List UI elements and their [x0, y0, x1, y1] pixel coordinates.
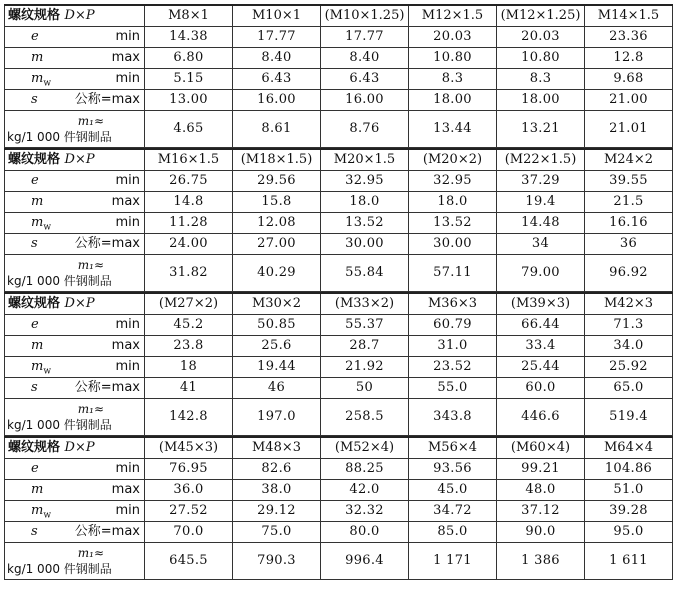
dimension-label-s: [5, 522, 145, 543]
dimension-value: 18: [145, 357, 233, 378]
dimension-value: 15.8: [233, 192, 321, 213]
dimension-condition: min: [115, 29, 140, 44]
thread-spec-label-var: D×P: [64, 152, 95, 167]
mass-value: 4.65: [145, 111, 233, 148]
dimension-value: 34.72: [409, 501, 497, 522]
dimension-row-m: [5, 336, 673, 357]
dimension-symbol-text: e: [31, 29, 39, 44]
dimension-value: 20.03: [409, 27, 497, 48]
dimension-value: 23.52: [409, 357, 497, 378]
dimension-value: 32.95: [409, 171, 497, 192]
dimension-value: 36.0: [145, 480, 233, 501]
thread-spec-cell: M10×1: [233, 5, 321, 27]
dimension-value: 6.43: [321, 69, 409, 90]
thread-spec-cell: M24×2: [585, 149, 673, 171]
thread-spec-cell: (M27×2): [145, 293, 233, 315]
dimension-value: 55.0: [409, 378, 497, 399]
mass-value: 1 611: [585, 543, 673, 580]
dimension-value: 8.3: [497, 69, 585, 90]
dimension-value: 42.0: [321, 480, 409, 501]
dimension-value: 55.37: [321, 315, 409, 336]
dimension-row-m: [5, 480, 673, 501]
mass-value: 996.4: [321, 543, 409, 580]
mass-value: 790.3: [233, 543, 321, 580]
thread-spec-cell: M48×3: [233, 437, 321, 459]
dimension-label-m: [5, 192, 145, 213]
mass-row: [5, 543, 673, 580]
thread-spec-cell: M8×1: [145, 5, 233, 27]
dimension-symbol: [31, 379, 38, 397]
thread-spec-cell: (M39×3): [497, 293, 585, 315]
dimension-symbol-text: s: [31, 380, 38, 395]
dimension-value: 12.8: [585, 48, 673, 69]
dimension-value: 16.16: [585, 213, 673, 234]
mass-value: 40.29: [233, 255, 321, 292]
thread-spec-cell: (M12×1.25): [497, 5, 585, 27]
dimension-condition: 公称=max: [74, 380, 140, 395]
dimension-row-e: [5, 27, 673, 48]
dimension-value: 30.00: [409, 234, 497, 255]
mass-unit: kg/1 000 件钢制品: [7, 130, 112, 144]
dimension-symbol-text: m: [31, 71, 44, 86]
dimension-value: 39.55: [585, 171, 673, 192]
dimension-value: 9.68: [585, 69, 673, 90]
dimension-value: 45.2: [145, 315, 233, 336]
dimension-condition: min: [115, 215, 140, 230]
thread-spec-cell: M64×4: [585, 437, 673, 459]
dimension-symbol-text: e: [31, 173, 39, 188]
thread-spec-cell: M30×2: [233, 293, 321, 315]
dimension-symbol: [31, 460, 39, 478]
dimension-value: 13.00: [145, 90, 233, 111]
mass-label: [5, 399, 145, 436]
dimension-label-m: [5, 336, 145, 357]
dimension-row-s: [5, 234, 673, 255]
dimension-value: 11.28: [145, 213, 233, 234]
dimension-value: 13.52: [409, 213, 497, 234]
thread-spec-label: [5, 149, 145, 171]
mass-value: 13.44: [409, 111, 497, 148]
dimension-value: 10.80: [497, 48, 585, 69]
dimension-condition: 公称=max: [74, 524, 140, 539]
mass-symbol: m₁≈: [77, 546, 104, 560]
dimension-value: 50: [321, 378, 409, 399]
mass-value: 1 386: [497, 543, 585, 580]
dimension-value: 41: [145, 378, 233, 399]
mass-value: 13.21: [497, 111, 585, 148]
dimension-symbol: [31, 316, 39, 334]
dimension-row-e: [5, 315, 673, 336]
mass-label: [5, 543, 145, 580]
dimension-condition: min: [115, 317, 140, 332]
dimension-value: 33.4: [497, 336, 585, 357]
dimension-symbol-text: s: [31, 524, 38, 539]
dimension-value: 60.79: [409, 315, 497, 336]
dimension-value: 29.56: [233, 171, 321, 192]
dimension-value: 32.95: [321, 171, 409, 192]
dimension-value: 82.6: [233, 459, 321, 480]
dimension-symbol-subscript: w: [43, 366, 52, 377]
dimension-value: 37.29: [497, 171, 585, 192]
spec-table-block: [4, 292, 673, 436]
dimension-condition: 公称=max: [74, 92, 140, 107]
dimension-label-mw: [5, 213, 145, 234]
dimension-row-m: [5, 48, 673, 69]
dimension-symbol: [31, 337, 43, 355]
dimension-condition: max: [111, 482, 140, 497]
dimension-value: 19.4: [497, 192, 585, 213]
mass-label: [5, 111, 145, 148]
dimension-row-m: [5, 192, 673, 213]
dimension-label-m: [5, 480, 145, 501]
dimension-label-m: [5, 48, 145, 69]
dimension-value: 32.32: [321, 501, 409, 522]
thread-spec-label-text: 螺纹规格: [8, 8, 61, 23]
dimension-value: 27.00: [233, 234, 321, 255]
thread-spec-cell: (M45×3): [145, 437, 233, 459]
mass-row: [5, 399, 673, 436]
dimension-value: 8.40: [233, 48, 321, 69]
mass-value: 79.00: [497, 255, 585, 292]
dimension-symbol-text: m: [31, 503, 44, 518]
thread-spec-label: [5, 5, 145, 27]
thread-spec-cell: (M18×1.5): [233, 149, 321, 171]
dimension-value: 16.00: [321, 90, 409, 111]
dimension-value: 34: [497, 234, 585, 255]
dimension-symbol: [31, 91, 38, 109]
dimension-value: 99.21: [497, 459, 585, 480]
dimension-value: 104.86: [585, 459, 673, 480]
dimension-value: 25.92: [585, 357, 673, 378]
dimension-condition: 公称=max: [74, 236, 140, 251]
dimension-value: 85.0: [409, 522, 497, 543]
dimension-label-mw: [5, 501, 145, 522]
mass-value: 1 171: [409, 543, 497, 580]
mass-value: 519.4: [585, 399, 673, 436]
dimension-symbol-text: m: [31, 194, 44, 209]
thread-spec-label-var: D×P: [64, 8, 95, 23]
thread-spec-cell: M16×1.5: [145, 149, 233, 171]
dimension-value: 39.28: [585, 501, 673, 522]
dimension-value: 10.80: [409, 48, 497, 69]
dimension-value: 31.0: [409, 336, 497, 357]
dimension-value: 26.75: [145, 171, 233, 192]
dimension-symbol: [31, 70, 51, 90]
thread-spec-cell: (M10×1.25): [321, 5, 409, 27]
dimension-value: 8.3: [409, 69, 497, 90]
dimension-value: 76.95: [145, 459, 233, 480]
dimension-value: 19.44: [233, 357, 321, 378]
dimension-value: 21.00: [585, 90, 673, 111]
thread-spec-label-var: D×P: [64, 296, 95, 311]
dimension-symbol-subscript: w: [43, 510, 52, 521]
dimension-value: 18.00: [409, 90, 497, 111]
dimension-value: 14.8: [145, 192, 233, 213]
dimension-value: 90.0: [497, 522, 585, 543]
dimension-value: 14.48: [497, 213, 585, 234]
mass-value: 645.5: [145, 543, 233, 580]
mass-value: 57.11: [409, 255, 497, 292]
thread-spec-cell: M12×1.5: [409, 5, 497, 27]
dimension-value: 6.43: [233, 69, 321, 90]
mass-value: 142.8: [145, 399, 233, 436]
thread-spec-cell: M20×1.5: [321, 149, 409, 171]
dimension-symbol-text: m: [31, 359, 44, 374]
dimension-value: 65.0: [585, 378, 673, 399]
thread-spec-label-text: 螺纹规格: [8, 440, 61, 455]
thread-spec-cell: (M22×1.5): [497, 149, 585, 171]
dimension-row-s: [5, 90, 673, 111]
nut-dimension-table: [4, 4, 673, 580]
dimension-value: 17.77: [233, 27, 321, 48]
mass-value: 446.6: [497, 399, 585, 436]
dimension-row-s: [5, 378, 673, 399]
dimension-value: 51.0: [585, 480, 673, 501]
mass-unit: kg/1 000 件钢制品: [7, 274, 112, 288]
dimension-condition: min: [115, 71, 140, 86]
dimension-value: 12.08: [233, 213, 321, 234]
mass-row: [5, 255, 673, 292]
dimension-label-mw: [5, 357, 145, 378]
dimension-condition: min: [115, 503, 140, 518]
dimension-row-mw: [5, 69, 673, 90]
dimension-value: 21.5: [585, 192, 673, 213]
dimension-symbol: [31, 358, 51, 378]
dimension-row-mw: [5, 357, 673, 378]
mass-symbol: m₁≈: [77, 114, 104, 128]
thread-spec-cell: M42×3: [585, 293, 673, 315]
dimension-symbol: [31, 523, 38, 541]
dimension-row-mw: [5, 501, 673, 522]
dimension-label-s: [5, 90, 145, 111]
dimension-value: 8.40: [321, 48, 409, 69]
mass-value: 21.01: [585, 111, 673, 148]
mass-value: 258.5: [321, 399, 409, 436]
thread-spec-cell: M56×4: [409, 437, 497, 459]
dimension-value: 66.44: [497, 315, 585, 336]
thread-spec-cell: (M33×2): [321, 293, 409, 315]
dimension-symbol-text: m: [31, 215, 44, 230]
dimension-value: 34.0: [585, 336, 673, 357]
thread-spec-label: [5, 293, 145, 315]
mass-value: 8.76: [321, 111, 409, 148]
dimension-value: 13.52: [321, 213, 409, 234]
dimension-value: 48.0: [497, 480, 585, 501]
dimension-symbol: [31, 172, 39, 190]
thread-spec-cell: (M52×4): [321, 437, 409, 459]
dimension-value: 21.92: [321, 357, 409, 378]
dimension-symbol-text: s: [31, 236, 38, 251]
dimension-label-e: [5, 459, 145, 480]
dimension-value: 38.0: [233, 480, 321, 501]
thread-spec-cell: M14×1.5: [585, 5, 673, 27]
dimension-symbol: [31, 49, 43, 67]
dimension-value: 46: [233, 378, 321, 399]
dimension-symbol-subscript: w: [43, 222, 52, 233]
dimension-symbol: [31, 481, 43, 499]
dimension-value: 25.44: [497, 357, 585, 378]
dimension-row-mw: [5, 213, 673, 234]
dimension-condition: min: [115, 173, 140, 188]
thread-spec-label-text: 螺纹规格: [8, 152, 61, 167]
mass-value: 96.92: [585, 255, 673, 292]
dimension-value: 36: [585, 234, 673, 255]
dimension-symbol: [31, 193, 43, 211]
dimension-symbol: [31, 214, 51, 234]
dimension-row-e: [5, 171, 673, 192]
mass-value: 197.0: [233, 399, 321, 436]
spec-table-block: [4, 148, 673, 292]
dimension-condition: max: [111, 50, 140, 65]
spec-table-block: [4, 4, 673, 148]
dimension-value: 29.12: [233, 501, 321, 522]
dimension-value: 95.0: [585, 522, 673, 543]
dimension-value: 75.0: [233, 522, 321, 543]
dimension-symbol-text: e: [31, 317, 39, 332]
dimension-value: 71.3: [585, 315, 673, 336]
dimension-symbol: [31, 28, 39, 46]
thread-spec-row: [5, 149, 673, 171]
dimension-value: 14.38: [145, 27, 233, 48]
dimension-value: 25.6: [233, 336, 321, 357]
dimension-symbol: [31, 235, 38, 253]
thread-spec-cell: M36×3: [409, 293, 497, 315]
dimension-value: 17.77: [321, 27, 409, 48]
dimension-symbol-text: m: [31, 482, 44, 497]
dimension-symbol-subscript: w: [43, 78, 52, 89]
mass-unit: kg/1 000 件钢制品: [7, 562, 112, 576]
dimension-row-s: [5, 522, 673, 543]
mass-label: [5, 255, 145, 292]
thread-spec-label: [5, 437, 145, 459]
dimension-symbol-text: m: [31, 50, 44, 65]
dimension-symbol-text: m: [31, 338, 44, 353]
thread-spec-label-text: 螺纹规格: [8, 296, 61, 311]
dimension-symbol-text: e: [31, 461, 39, 476]
dimension-label-e: [5, 315, 145, 336]
dimension-value: 60.0: [497, 378, 585, 399]
dimension-value: 18.0: [321, 192, 409, 213]
mass-row: [5, 111, 673, 148]
dimension-value: 23.8: [145, 336, 233, 357]
dimension-label-e: [5, 27, 145, 48]
dimension-condition: min: [115, 359, 140, 374]
dimension-value: 18.00: [497, 90, 585, 111]
mass-value: 8.61: [233, 111, 321, 148]
dimension-label-mw: [5, 69, 145, 90]
dimension-label-e: [5, 171, 145, 192]
mass-symbol: m₁≈: [77, 258, 104, 272]
dimension-value: 27.52: [145, 501, 233, 522]
dimension-value: 80.0: [321, 522, 409, 543]
thread-spec-row: [5, 437, 673, 459]
mass-value: 343.8: [409, 399, 497, 436]
dimension-value: 16.00: [233, 90, 321, 111]
thread-spec-row: [5, 293, 673, 315]
mass-value: 31.82: [145, 255, 233, 292]
dimension-value: 37.12: [497, 501, 585, 522]
dimension-condition: max: [111, 194, 140, 209]
dimension-symbol: [31, 502, 51, 522]
dimension-value: 45.0: [409, 480, 497, 501]
dimension-label-s: [5, 378, 145, 399]
dimension-symbol-text: s: [31, 92, 38, 107]
spec-table-block: [4, 436, 673, 580]
thread-spec-cell: (M20×2): [409, 149, 497, 171]
dimension-value: 18.0: [409, 192, 497, 213]
mass-symbol: m₁≈: [77, 402, 104, 416]
dimension-value: 20.03: [497, 27, 585, 48]
dimension-value: 24.00: [145, 234, 233, 255]
mass-unit: kg/1 000 件钢制品: [7, 418, 112, 432]
dimension-label-s: [5, 234, 145, 255]
thread-spec-cell: (M60×4): [497, 437, 585, 459]
dimension-condition: max: [111, 338, 140, 353]
dimension-value: 5.15: [145, 69, 233, 90]
dimension-value: 88.25: [321, 459, 409, 480]
mass-value: 55.84: [321, 255, 409, 292]
dimension-value: 28.7: [321, 336, 409, 357]
thread-spec-label-var: D×P: [64, 440, 95, 455]
dimension-value: 70.0: [145, 522, 233, 543]
dimension-value: 30.00: [321, 234, 409, 255]
dimension-value: 93.56: [409, 459, 497, 480]
dimension-value: 6.80: [145, 48, 233, 69]
dimension-value: 23.36: [585, 27, 673, 48]
dimension-value: 50.85: [233, 315, 321, 336]
thread-spec-row: [5, 5, 673, 27]
dimension-condition: min: [115, 461, 140, 476]
dimension-row-e: [5, 459, 673, 480]
